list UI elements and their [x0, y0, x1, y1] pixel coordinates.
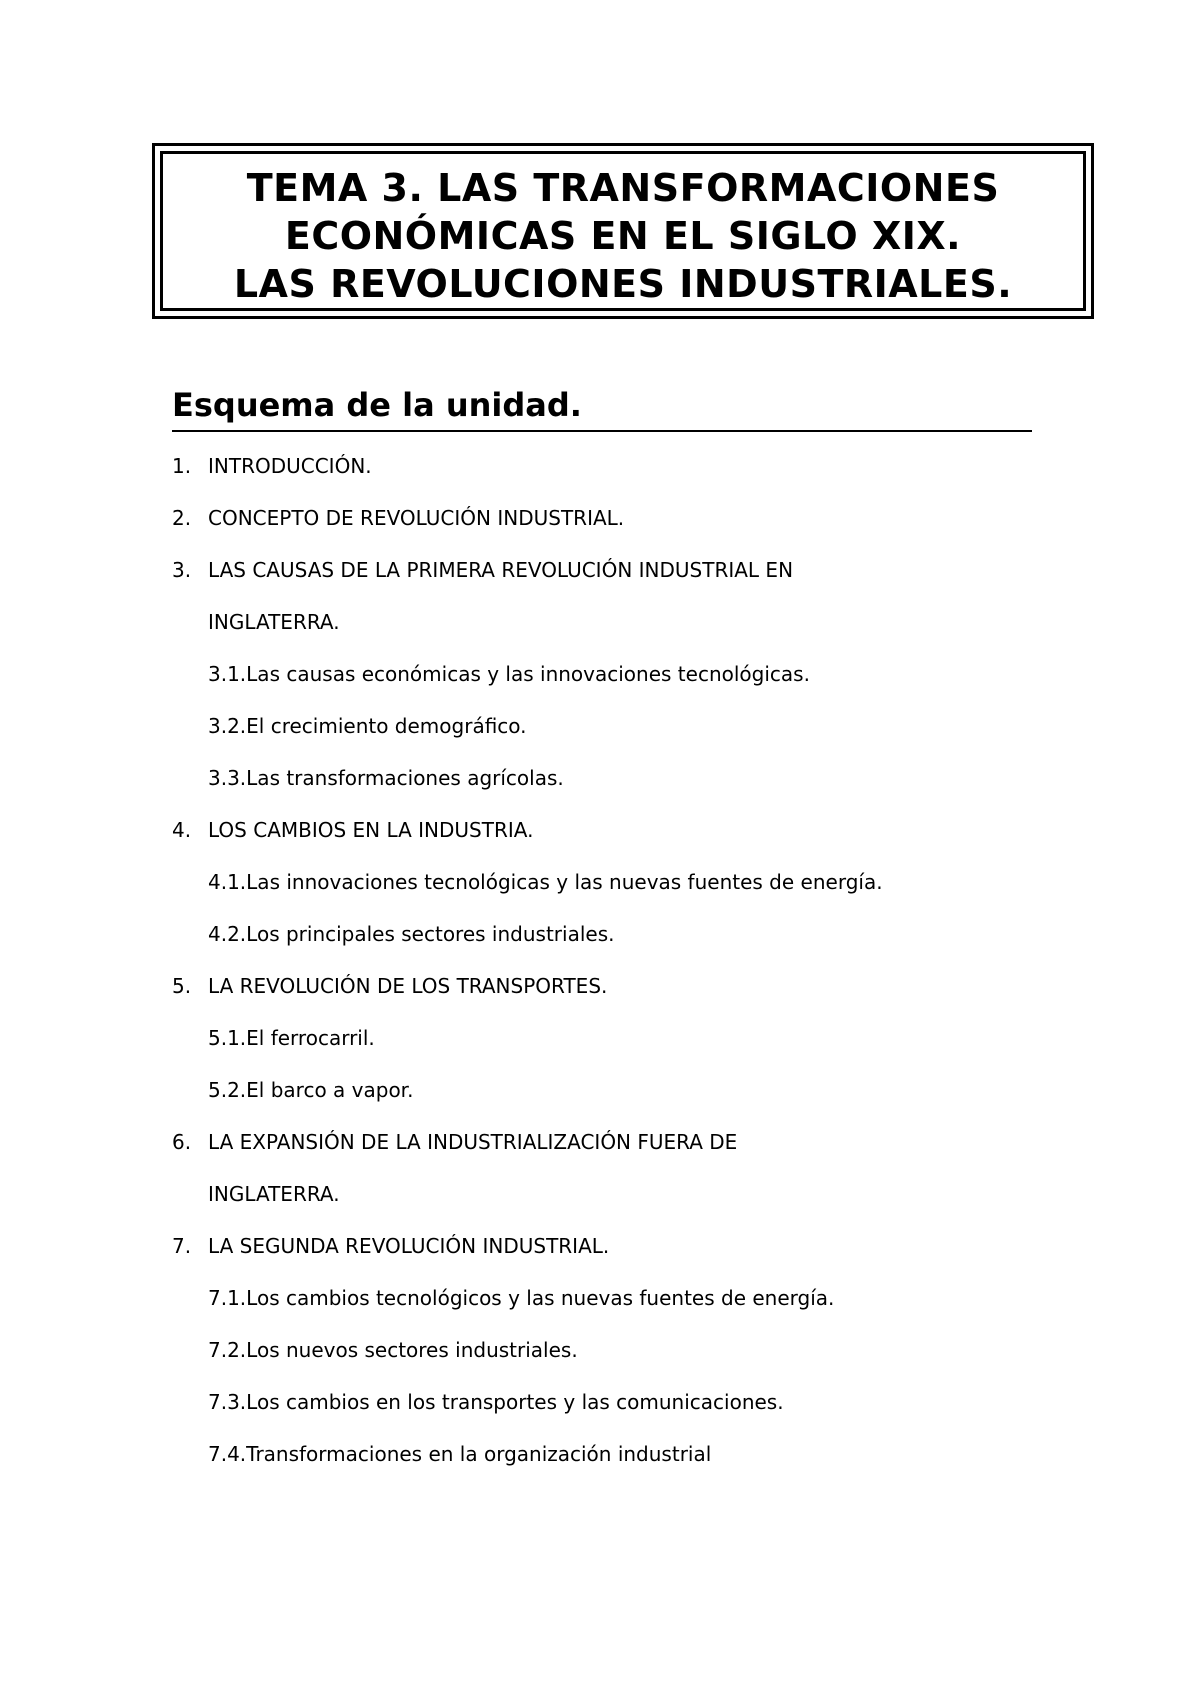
title-box [152, 143, 1094, 319]
title-inner-frame [160, 151, 1086, 311]
item-number: 4. [172, 818, 192, 842]
item-text: LA REVOLUCIÓN DE LOS TRANSPORTES. [208, 974, 608, 998]
item-text-continuation: INGLATERRA. [208, 610, 340, 634]
outline-subitem-7-3: 7.3.Los cambios en los transportes y las comunicaciones. [208, 1390, 784, 1414]
item-text: CONCEPTO DE REVOLUCIÓN INDUSTRIAL. [208, 506, 625, 530]
outline-subitem-4-1: 4.1.Las innovaciones tecnológicas y las nuevas fuentes de energía. [208, 870, 883, 894]
item-number: 1. [172, 454, 192, 478]
outline-subitem-3-2: 3.2.El crecimiento demográfico. [208, 714, 527, 738]
item-text: LA SEGUNDA REVOLUCIÓN INDUSTRIAL. [208, 1234, 610, 1258]
outline-subitem-7-4: 7.4.Transformaciones en la organización industrial [208, 1442, 712, 1466]
outline-item-4 [172, 804, 1072, 856]
outline-subitem-3-1: 3.1.Las causas económicas y las innovaciones tecnológicas. [208, 662, 810, 686]
item-number: 6. [172, 1130, 192, 1154]
outline-subitem-5-1: 5.1.El ferrocarril. [208, 1026, 375, 1050]
title-line-2: ECONÓMICAS EN EL SIGLO XIX. [284, 214, 962, 258]
outline-item-6 [172, 1116, 1072, 1168]
outline-item-5 [172, 960, 1072, 1012]
item-text: LOS CAMBIOS EN LA INDUSTRIA. [208, 818, 534, 842]
outline-item-7 [172, 1220, 1072, 1272]
item-text-continuation: INGLATERRA. [208, 1182, 340, 1206]
item-number: 5. [172, 974, 192, 998]
item-number: 7. [172, 1234, 192, 1258]
outline-subitem-3-3: 3.3.Las transformaciones agrícolas. [208, 766, 564, 790]
outline-subitem-7-1: 7.1.Los cambios tecnológicos y las nuevas fuentes de energía. [208, 1286, 835, 1310]
item-text: LA EXPANSIÓN DE LA INDUSTRIALIZACIÓN FUERA DE [208, 1130, 738, 1154]
outline-subitem-7-2: 7.2.Los nuevos sectores industriales. [208, 1338, 578, 1362]
item-number: 3. [172, 558, 192, 582]
title-line-1: TEMA 3. LAS TRANSFORMACIONES [246, 166, 1000, 210]
title-line-3: LAS REVOLUCIONES INDUSTRIALES. [233, 262, 1013, 306]
outline-subitem-4-2: 4.2.Los principales sectores industriales. [208, 922, 615, 946]
outline-heading: Esquema de la unidad. [172, 384, 1032, 432]
outline-item-1 [172, 440, 1072, 492]
outline-item-2 [172, 492, 1072, 544]
outline-list [172, 440, 1072, 1480]
outline-item-3 [172, 544, 1072, 596]
item-text: LAS CAUSAS DE LA PRIMERA REVOLUCIÓN INDUSTRIAL EN [208, 558, 794, 582]
item-number: 2. [172, 506, 192, 530]
outline-subitem-5-2: 5.2.El barco a vapor. [208, 1078, 414, 1102]
item-text: INTRODUCCIÓN. [208, 454, 372, 478]
